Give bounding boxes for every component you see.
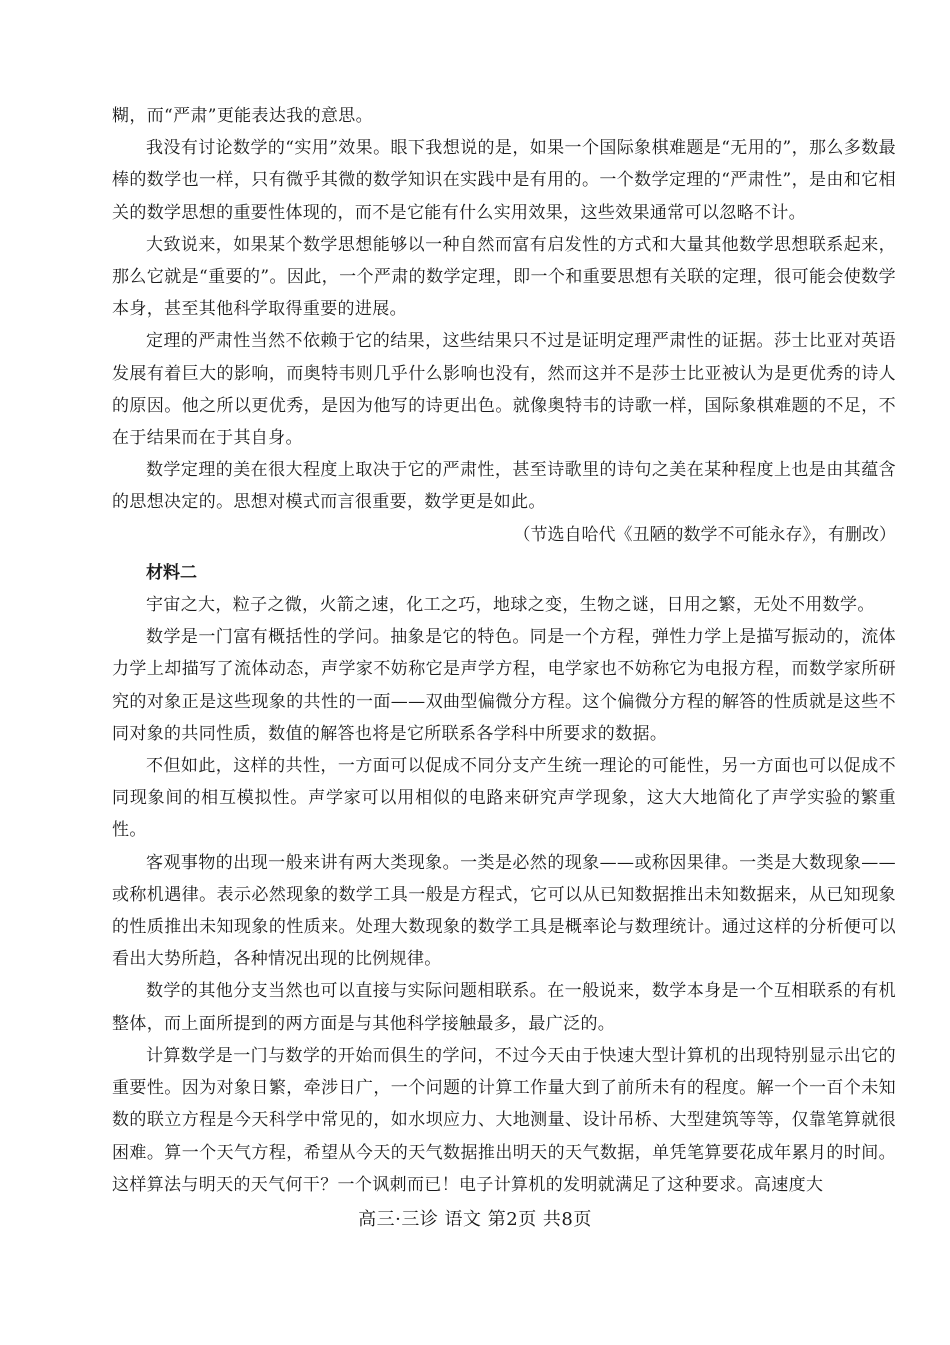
paragraph: 不但如此，这样的共性，一方面可以促成不同分支产生统一理论的可能性，另一方面也可以促成不同现象间的相互模拟性。声学家可以用相似的电路来研究声学现象，这大大地简化了声学实验的繁重性。 — [112, 756, 896, 841]
paragraph: 宇宙之大，粒子之微，火箭之速，化工之巧，地球之变，生物之谜，日用之繁，无处不用数学。 — [146, 595, 875, 616]
document-body — [112, 100, 896, 1201]
paragraph: 数学的其他分支当然也可以直接与实际问题相联系。在一般说来，数学本身是一个互相联系的有机整体，而上面所提到的两方面是与其他科学接触最多，最广泛的。 — [112, 981, 896, 1034]
section-heading: 材料二 — [146, 562, 197, 583]
paragraph: 我没有讨论数学的“实用”效果。眼下我想说的是，如果一个国际象棋难题是“无用的”，那么多数最棒的数学也一样，只有微乎其微的数学知识在实践中是有用的。一个数学定理的“严肃性”，是由和它相关的数学思想的重要性体现的，而不是它能有什么实用效果，这些效果通常可以忽略不计。 — [112, 138, 896, 223]
source-citation: （节选自哈代《丑陋的数学不可能永存》，有删改） — [513, 524, 896, 545]
paragraph: 数学是一门富有概括性的学问。抽象是它的特色。同是一个方程，弹性力学上是描写振动的，流体力学上却描写了流体动态，声学家不妨称它是声学方程，电学家也不妨称它为电报方程，而数学家所研究的对象正是这些现象的共性的一面——双曲型偏微分方程。这个偏微分方程的解答的性质就是这些不同对象的共同性质，数值的解答也将是它所联系各学科中所要求的数据。 — [112, 627, 896, 744]
paragraph: 数学定理的美在很大程度上取决于它的严肃性，甚至诗歌里的诗句之美在某种程度上也是由其蕴含的思想决定的。思想对模式而言很重要，数学更是如此。 — [112, 460, 896, 513]
paragraph: 定理的严肃性当然不依赖于它的结果，这些结果只不过是证明定理严肃性的证据。莎士比亚对英语发展有着巨大的影响，而奥特韦则几乎什么影响也没有，然而这并不是莎士比亚被认为是更优秀的诗人的原因。他之所以更优秀，是因为他写的诗更出色。就像奥特韦的诗歌一样，国际象棋难题的不足，不在于结果而在于其自身。 — [112, 331, 896, 449]
paragraph: 计算数学是一门与数学的开始而俱生的学问，不过今天由于快速大型计算机的出现特别显示出它的重要性。因为对象日繁，牵涉日广，一个问题的计算工作量大到了前所未有的程度。解一个一百个未知数的联立方程是今天科学中常见的，如水坝应力、大地测量、设计吊桥、大型建筑等等，仅靠笔算就很困难。算一个天气方程，希望从今天的天气数据推出明天的天气数据，单凭笔算要花成年累月的时间。这样算法与明天的天气何干？一个讽刺而已！电子计算机的发明就满足了这种要求。高速度大 — [112, 1045, 896, 1195]
page-footer: 高三·三诊 语文 第2页 共8页 — [358, 1209, 592, 1230]
paragraph: 大致说来，如果某个数学思想能够以一种自然而富有启发性的方式和大量其他数学思想联系起来，那么它就是“重要的”。因此，一个严肃的数学定理，即一个和重要思想有关联的定理，很可能会使数学本身，甚至其他科学取得重要的进展。 — [112, 234, 896, 320]
paragraph: 客观事物的出现一般来讲有两大类现象。一类是必然的现象——或称因果律。一类是大数现象——或称机遇律。表示必然现象的数学工具一般是方程式，它可以从已知数据推出未知数据来，从已知现象的性质推出未知现象的性质来。处理大数现象的数学工具是概率论与数理统计。通过这样的分析便可以看出大势所趋，各种情况出现的比例规律。 — [112, 852, 896, 970]
paragraph-continuation: 糊，而“严肃”更能表达我的意思。 — [112, 106, 373, 126]
